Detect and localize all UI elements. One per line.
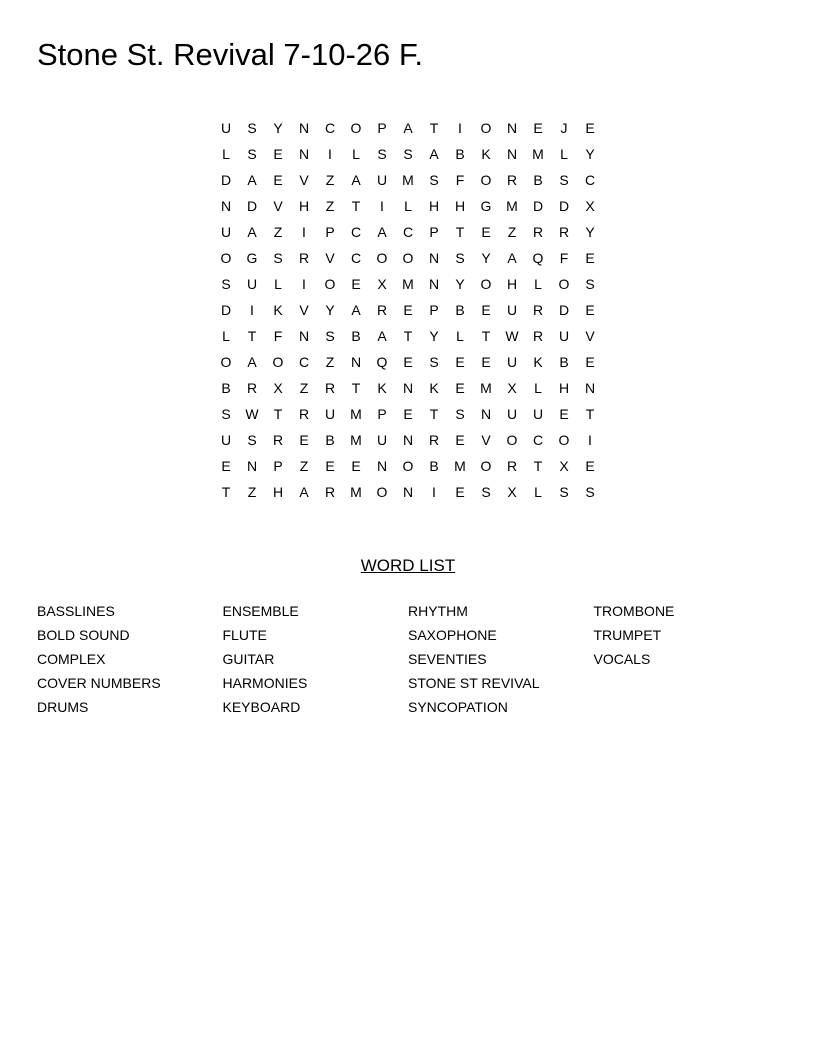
grid-cell: Y bbox=[273, 120, 283, 136]
grid-cell: E bbox=[403, 354, 413, 370]
grid-cell: O bbox=[558, 276, 570, 292]
grid-cell: U bbox=[506, 302, 518, 318]
grid-cell: B bbox=[559, 354, 569, 370]
grid-cell: W bbox=[505, 328, 519, 344]
grid-cell: B bbox=[429, 458, 439, 474]
grid-cell: A bbox=[377, 224, 387, 240]
grid-cell: O bbox=[506, 432, 518, 448]
grid-cell: U bbox=[376, 172, 388, 188]
grid-cell: M bbox=[454, 458, 466, 474]
grid-cell: L bbox=[404, 198, 412, 214]
grid-cell: O bbox=[220, 354, 232, 370]
grid-cell: N bbox=[506, 146, 518, 162]
grid-cell: C bbox=[584, 172, 596, 188]
grid-cell: R bbox=[298, 406, 310, 422]
grid-cell: I bbox=[302, 224, 306, 240]
grid-cell: H bbox=[506, 276, 518, 292]
grid-cell: W bbox=[245, 406, 259, 422]
grid-cell: Z bbox=[299, 458, 309, 474]
grid-cell: Z bbox=[325, 198, 335, 214]
grid-cell: S bbox=[455, 250, 465, 266]
grid-cell: N bbox=[506, 120, 518, 136]
grid-cell: T bbox=[429, 406, 439, 422]
grid-cell: I bbox=[588, 432, 592, 448]
grid-row bbox=[213, 141, 603, 167]
grid-cell: S bbox=[585, 484, 595, 500]
grid-cell: U bbox=[324, 406, 336, 422]
word-item: ENSEMBLE bbox=[222, 603, 299, 619]
word-list-heading bbox=[0, 554, 816, 578]
grid-cell: A bbox=[299, 484, 309, 500]
grid-cell: L bbox=[534, 380, 542, 396]
word-item: KEYBOARD bbox=[222, 699, 301, 715]
word-column bbox=[223, 599, 409, 719]
word-item: TROMBONE bbox=[593, 603, 675, 619]
grid-cell: Z bbox=[325, 354, 335, 370]
grid-cell: C bbox=[532, 432, 544, 448]
grid-cell: H bbox=[272, 484, 284, 500]
grid-cell: Y bbox=[325, 302, 335, 318]
grid-cell: M bbox=[480, 380, 492, 396]
grid-cell: V bbox=[273, 198, 283, 214]
grid-cell: R bbox=[506, 172, 518, 188]
grid-cell: I bbox=[458, 120, 462, 136]
grid-cell: N bbox=[584, 380, 596, 396]
grid-cell: A bbox=[247, 354, 257, 370]
grid-cell: H bbox=[428, 198, 440, 214]
grid-cell: X bbox=[559, 458, 569, 474]
grid-cell: O bbox=[272, 354, 284, 370]
grid-cell: E bbox=[455, 432, 465, 448]
grid-cell: B bbox=[325, 432, 335, 448]
word-item: SYNCOPATION bbox=[408, 699, 508, 715]
grid-cell: L bbox=[456, 328, 464, 344]
grid-cell: N bbox=[220, 198, 232, 214]
grid-cell: B bbox=[221, 380, 231, 396]
grid-cell: N bbox=[428, 250, 440, 266]
grid-cell: R bbox=[246, 380, 258, 396]
grid-cell: N bbox=[350, 354, 362, 370]
grid-row bbox=[213, 297, 603, 323]
grid-cell: B bbox=[455, 302, 465, 318]
grid-cell: N bbox=[298, 120, 310, 136]
grid-cell: Y bbox=[481, 250, 491, 266]
grid-cell: S bbox=[247, 120, 257, 136]
grid-cell: T bbox=[533, 458, 543, 474]
grid-cell: Q bbox=[376, 354, 388, 370]
grid-cell: E bbox=[403, 302, 413, 318]
grid-cell: U bbox=[376, 432, 388, 448]
grid-cell: O bbox=[480, 276, 492, 292]
grid-cell: R bbox=[428, 432, 440, 448]
grid-cell: T bbox=[585, 406, 595, 422]
grid-cell: A bbox=[247, 172, 257, 188]
grid-cell: N bbox=[480, 406, 492, 422]
grid-cell: E bbox=[351, 458, 361, 474]
grid-cell: B bbox=[533, 172, 543, 188]
grid-cell: E bbox=[273, 146, 283, 162]
word-item: FLUTE bbox=[222, 627, 267, 643]
grid-cell: T bbox=[247, 328, 257, 344]
word-list-heading-text: WORD LIST bbox=[360, 556, 456, 575]
grid-cell: O bbox=[480, 172, 492, 188]
grid-row bbox=[213, 349, 603, 375]
grid-cell: D bbox=[558, 302, 570, 318]
grid-cell: E bbox=[455, 354, 465, 370]
grid-cell: G bbox=[480, 198, 492, 214]
grid-cell: E bbox=[585, 458, 595, 474]
grid-row bbox=[213, 115, 603, 141]
grid-cell: M bbox=[402, 276, 414, 292]
grid-cell: E bbox=[585, 354, 595, 370]
grid-cell: E bbox=[273, 172, 283, 188]
grid-cell: A bbox=[377, 328, 387, 344]
grid-cell: A bbox=[351, 302, 361, 318]
grid-row bbox=[213, 245, 603, 271]
grid-cell: E bbox=[221, 458, 231, 474]
word-item: BOLD SOUND bbox=[37, 627, 130, 643]
grid-cell: E bbox=[585, 250, 595, 266]
grid-cell: O bbox=[220, 250, 232, 266]
grid-cell: I bbox=[302, 276, 306, 292]
word-item: VOCALS bbox=[593, 651, 651, 667]
grid-cell: T bbox=[455, 224, 465, 240]
grid-row bbox=[213, 219, 603, 245]
grid-row bbox=[213, 479, 603, 505]
grid-cell: T bbox=[351, 380, 361, 396]
grid-cell: D bbox=[532, 198, 544, 214]
grid-cell: S bbox=[221, 406, 231, 422]
grid-cell: M bbox=[350, 406, 362, 422]
grid-cell: I bbox=[432, 484, 436, 500]
grid-cell: E bbox=[559, 406, 569, 422]
grid-cell: R bbox=[324, 484, 336, 500]
grid-cell: Y bbox=[585, 146, 595, 162]
grid-row bbox=[213, 271, 603, 297]
grid-cell: L bbox=[534, 276, 542, 292]
grid-cell: O bbox=[350, 120, 362, 136]
grid-cell: P bbox=[377, 120, 387, 136]
grid-row bbox=[213, 193, 603, 219]
word-column bbox=[37, 599, 223, 719]
grid-cell: S bbox=[221, 276, 231, 292]
grid-cell: Z bbox=[299, 380, 309, 396]
grid-cell: S bbox=[377, 146, 387, 162]
grid-cell: R bbox=[532, 224, 544, 240]
grid-cell: J bbox=[560, 120, 568, 136]
grid-cell: C bbox=[350, 250, 362, 266]
grid-cell: L bbox=[560, 146, 568, 162]
grid-cell: O bbox=[402, 250, 414, 266]
grid-cell: H bbox=[558, 380, 570, 396]
grid-cell: R bbox=[532, 328, 544, 344]
grid-cell: R bbox=[506, 458, 518, 474]
grid-cell: E bbox=[585, 120, 595, 136]
grid-cell: D bbox=[558, 198, 570, 214]
grid-cell: N bbox=[428, 276, 440, 292]
grid-cell: O bbox=[376, 250, 388, 266]
grid-cell: M bbox=[350, 484, 362, 500]
grid-cell: U bbox=[506, 406, 518, 422]
grid-cell: K bbox=[377, 380, 387, 396]
grid-cell: U bbox=[506, 354, 518, 370]
grid-cell: I bbox=[328, 146, 332, 162]
grid-cell: A bbox=[351, 172, 361, 188]
letter-grid bbox=[213, 115, 603, 505]
grid-cell: S bbox=[429, 172, 439, 188]
grid-cell: R bbox=[298, 250, 310, 266]
grid-cell: Y bbox=[455, 276, 465, 292]
grid-cell: X bbox=[273, 380, 283, 396]
grid-cell: L bbox=[222, 328, 230, 344]
grid-cell: S bbox=[559, 484, 569, 500]
grid-cell: Y bbox=[429, 328, 439, 344]
word-item: STONE ST REVIVAL bbox=[408, 675, 540, 691]
grid-cell: N bbox=[402, 432, 414, 448]
word-item: HARMONIES bbox=[222, 675, 308, 691]
grid-cell: R bbox=[324, 380, 336, 396]
grid-cell: U bbox=[220, 432, 232, 448]
grid-cell: L bbox=[352, 146, 360, 162]
word-column bbox=[408, 599, 594, 719]
grid-cell: P bbox=[377, 406, 387, 422]
grid-cell: N bbox=[246, 458, 258, 474]
grid-row bbox=[213, 453, 603, 479]
grid-cell: U bbox=[220, 224, 232, 240]
grid-cell: U bbox=[220, 120, 232, 136]
grid-cell: E bbox=[481, 224, 491, 240]
grid-cell: F bbox=[559, 250, 569, 266]
grid-cell: O bbox=[402, 458, 414, 474]
grid-cell: P bbox=[325, 224, 335, 240]
grid-cell: T bbox=[403, 328, 413, 344]
word-item: SAXOPHONE bbox=[408, 627, 497, 643]
grid-cell: N bbox=[298, 328, 310, 344]
grid-cell: E bbox=[455, 484, 465, 500]
grid-cell: E bbox=[585, 302, 595, 318]
grid-row bbox=[213, 427, 603, 453]
word-item: DRUMS bbox=[37, 699, 89, 715]
grid-cell: H bbox=[298, 198, 310, 214]
grid-cell: M bbox=[402, 172, 414, 188]
grid-cell: N bbox=[376, 458, 388, 474]
grid-cell: F bbox=[455, 172, 465, 188]
grid-cell: V bbox=[299, 302, 309, 318]
grid-cell: O bbox=[324, 276, 336, 292]
grid-cell: Z bbox=[273, 224, 283, 240]
grid-row bbox=[213, 167, 603, 193]
grid-cell: Z bbox=[247, 484, 257, 500]
grid-cell: M bbox=[350, 432, 362, 448]
grid-cell: A bbox=[507, 250, 517, 266]
grid-cell: S bbox=[429, 354, 439, 370]
grid-cell: M bbox=[506, 198, 518, 214]
word-item: COMPLEX bbox=[37, 651, 106, 667]
grid-cell: S bbox=[585, 276, 595, 292]
word-item: SEVENTIES bbox=[408, 651, 487, 667]
grid-cell: S bbox=[273, 250, 283, 266]
grid-cell: E bbox=[299, 432, 309, 448]
grid-cell: E bbox=[403, 406, 413, 422]
page-title: Stone St. Revival 7-10-26 F. bbox=[37, 37, 423, 72]
grid-cell: A bbox=[403, 120, 413, 136]
grid-cell: X bbox=[507, 484, 517, 500]
grid-cell: R bbox=[558, 224, 570, 240]
grid-cell: K bbox=[429, 380, 439, 396]
grid-cell: R bbox=[272, 432, 284, 448]
grid-cell: P bbox=[429, 302, 439, 318]
grid-cell: O bbox=[480, 458, 492, 474]
grid-cell: C bbox=[350, 224, 362, 240]
grid-cell: U bbox=[246, 276, 258, 292]
grid-cell: S bbox=[481, 484, 491, 500]
grid-cell: T bbox=[351, 198, 361, 214]
grid-cell: V bbox=[481, 432, 491, 448]
grid-cell: P bbox=[429, 224, 439, 240]
grid-cell: E bbox=[481, 354, 491, 370]
grid-cell: K bbox=[481, 146, 491, 162]
grid-cell: A bbox=[247, 224, 257, 240]
grid-cell: R bbox=[376, 302, 388, 318]
word-item: BASSLINES bbox=[37, 603, 115, 619]
grid-cell: H bbox=[454, 198, 466, 214]
grid-cell: E bbox=[481, 302, 491, 318]
grid-cell: E bbox=[325, 458, 335, 474]
grid-cell: L bbox=[274, 276, 282, 292]
grid-cell: T bbox=[221, 484, 231, 500]
grid-cell: T bbox=[429, 120, 439, 136]
grid-cell: M bbox=[532, 146, 544, 162]
word-list bbox=[37, 599, 779, 719]
grid-cell: N bbox=[402, 380, 414, 396]
word-item: GUITAR bbox=[222, 651, 275, 667]
grid-cell: S bbox=[455, 406, 465, 422]
grid-cell: K bbox=[273, 302, 283, 318]
grid-cell: R bbox=[532, 302, 544, 318]
grid-cell: A bbox=[429, 146, 439, 162]
grid-row bbox=[213, 375, 603, 401]
grid-cell: S bbox=[559, 172, 569, 188]
grid-cell: C bbox=[298, 354, 310, 370]
word-item: TRUMPET bbox=[593, 627, 662, 643]
grid-cell: E bbox=[351, 276, 361, 292]
grid-cell: O bbox=[480, 120, 492, 136]
grid-cell: S bbox=[325, 328, 335, 344]
grid-cell: V bbox=[299, 172, 309, 188]
word-item: RHYTHM bbox=[408, 603, 468, 619]
grid-cell: N bbox=[402, 484, 414, 500]
grid-cell: X bbox=[585, 198, 595, 214]
grid-cell: C bbox=[402, 224, 414, 240]
grid-cell: L bbox=[222, 146, 230, 162]
grid-cell: F bbox=[273, 328, 283, 344]
grid-cell: S bbox=[403, 146, 413, 162]
grid-cell: T bbox=[273, 406, 283, 422]
grid-cell: V bbox=[585, 328, 595, 344]
grid-row bbox=[213, 323, 603, 349]
grid-cell: N bbox=[298, 146, 310, 162]
grid-cell: X bbox=[377, 276, 387, 292]
grid-cell: O bbox=[558, 432, 570, 448]
grid-cell: I bbox=[380, 198, 384, 214]
grid-cell: E bbox=[533, 120, 543, 136]
grid-cell: B bbox=[455, 146, 465, 162]
grid-cell: E bbox=[455, 380, 465, 396]
grid-cell: G bbox=[246, 250, 258, 266]
grid-row bbox=[213, 401, 603, 427]
grid-cell: K bbox=[533, 354, 543, 370]
grid-cell: V bbox=[325, 250, 335, 266]
grid-cell: S bbox=[247, 146, 257, 162]
word-column bbox=[594, 599, 780, 719]
grid-cell: U bbox=[532, 406, 544, 422]
grid-cell: Y bbox=[585, 224, 595, 240]
grid-cell: X bbox=[507, 380, 517, 396]
grid-cell: D bbox=[220, 172, 232, 188]
grid-cell: C bbox=[324, 120, 336, 136]
grid-cell: S bbox=[247, 432, 257, 448]
grid-cell: Z bbox=[325, 172, 335, 188]
grid-cell: D bbox=[246, 198, 258, 214]
grid-cell: Z bbox=[507, 224, 517, 240]
word-item: COVER NUMBERS bbox=[37, 675, 161, 691]
grid-cell: T bbox=[481, 328, 491, 344]
grid-cell: D bbox=[220, 302, 232, 318]
grid-cell: Q bbox=[532, 250, 544, 266]
grid-cell: P bbox=[273, 458, 283, 474]
grid-cell: U bbox=[558, 328, 570, 344]
grid-cell: O bbox=[376, 484, 388, 500]
grid-cell: B bbox=[351, 328, 361, 344]
grid-cell: L bbox=[534, 484, 542, 500]
grid-cell: I bbox=[250, 302, 254, 318]
